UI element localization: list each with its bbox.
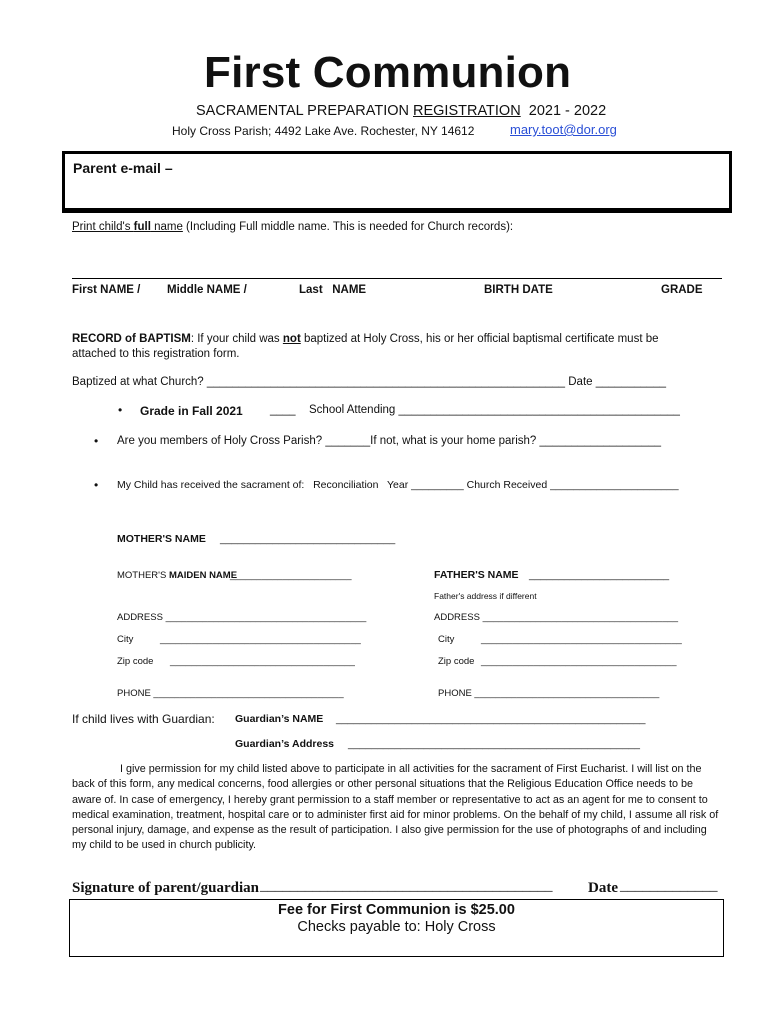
mother-zip-field[interactable]: ___________________________________ bbox=[170, 656, 355, 667]
school-attending-field[interactable]: School Attending ____________________________________________ bbox=[309, 404, 680, 416]
baptism-not: not bbox=[282, 333, 301, 345]
grade-fall-label: Grade in Fall 2021 bbox=[140, 404, 243, 418]
parent-email-box[interactable] bbox=[62, 151, 732, 213]
baptism-record-text bbox=[72, 333, 659, 345]
instruction-full: full bbox=[133, 221, 151, 233]
signature-field[interactable]: _______________________________________ bbox=[260, 878, 553, 894]
permission-paragraph: I give permission for my child listed above to participate in all activities for the sacrament of First Eucharist. I will list on the back of this form, any medical concerns, food allergies or other personal situations that the Religious Education Office needs to be aware of. In case of emergency, I hereby grant permission to a staff member or representative to act as an agent for me to consent to medical examination, treatment, hospital care or to administer first aid for minor problems. On the behalf of my child, I assume all risk of personal injury, damage, and expense as the result of participation. I also give permission for the use of photographs of and including my child to be used in church publicity. bbox=[72, 763, 719, 852]
fee-amount: Fee for First Communion is $25.00 bbox=[278, 902, 515, 918]
maiden-prefix: MOTHER'S bbox=[117, 570, 169, 581]
bullet-icon: • bbox=[94, 478, 99, 492]
child-name-line[interactable] bbox=[72, 278, 722, 279]
baptism-text-3: attached to this registration form. bbox=[72, 348, 240, 360]
father-address-note: Father's address if different bbox=[434, 591, 537, 601]
father-city-field[interactable]: ______________________________________ bbox=[481, 634, 682, 645]
mother-name-field[interactable]: ______________________________ bbox=[220, 533, 396, 545]
father-zip-label: Zip code bbox=[438, 656, 475, 667]
bullet-icon: • bbox=[118, 403, 123, 417]
baptism-text-2: baptized at Holy Cross, his or her official baptismal certificate must be bbox=[300, 333, 659, 345]
signature-label: Signature of parent/guardian bbox=[72, 880, 259, 896]
guardian-address-field[interactable]: __________________________________________________ bbox=[348, 738, 640, 750]
mother-name-label: MOTHER'S NAME bbox=[117, 533, 206, 545]
subtitle-registration: REGISTRATION bbox=[413, 103, 521, 119]
fee-box bbox=[69, 899, 724, 957]
sacrament-received-field[interactable]: My Child has received the sacrament of: Reconciliation Year _________ Church Received ______________________ bbox=[117, 479, 679, 491]
col-middle-name: Middle NAME / bbox=[167, 284, 247, 296]
father-name-field[interactable]: ________________________ bbox=[529, 569, 670, 581]
mother-phone-field[interactable]: PHONE ____________________________________ bbox=[117, 688, 344, 699]
baptized-church-field[interactable]: Baptized at what Church? ________________________________________________________ Date ___________ bbox=[72, 376, 667, 388]
father-zip-field[interactable]: _____________________________________ bbox=[481, 656, 677, 667]
guardian-name-field[interactable]: _____________________________________________________ bbox=[336, 713, 646, 725]
col-grade: GRADE bbox=[661, 284, 703, 296]
checks-payable: Checks payable to: Holy Cross bbox=[297, 919, 496, 935]
date-label: Date bbox=[588, 880, 618, 896]
instruction-name: name bbox=[150, 221, 183, 233]
child-name-instruction bbox=[72, 221, 513, 233]
mother-address-field[interactable]: ADDRESS ______________________________________ bbox=[117, 612, 367, 623]
parish-member-field[interactable]: Are you members of Holy Cross Parish? _______If not, what is your home parish? ___________________ bbox=[117, 435, 662, 447]
mother-city-field[interactable]: ______________________________________ bbox=[160, 634, 361, 645]
col-first-name: First NAME / bbox=[72, 284, 141, 296]
mother-city-label: City bbox=[117, 634, 134, 645]
col-birth-date: BIRTH DATE bbox=[484, 284, 553, 296]
instruction-print: Print child's bbox=[72, 221, 134, 233]
contact-email-link[interactable]: mary.toot@dor.org bbox=[510, 122, 617, 137]
grade-fall-field[interactable]: ____ bbox=[270, 404, 296, 416]
guardian-lead: If child lives with Guardian: bbox=[72, 712, 215, 726]
parent-email-label: Parent e-mail – bbox=[73, 160, 173, 176]
father-phone-field[interactable]: PHONE ___________________________________ bbox=[438, 688, 660, 699]
subtitle-years: 2021 - 2022 bbox=[528, 103, 607, 119]
col-last-name: Last NAME bbox=[299, 284, 367, 296]
date-field[interactable]: _____________ bbox=[620, 878, 718, 894]
baptism-text-1: : If your child was bbox=[190, 333, 283, 345]
guardian-name-label: Guardian’s NAME bbox=[235, 713, 324, 725]
subtitle bbox=[196, 103, 606, 119]
father-name-label: FATHER'S NAME bbox=[434, 569, 519, 581]
guardian-address-label: Guardian’s Address bbox=[235, 738, 335, 750]
father-address-field[interactable]: ADDRESS _____________________________________ bbox=[434, 612, 679, 623]
subtitle-prefix: SACRAMENTAL PREPARATION bbox=[196, 103, 413, 119]
maiden-bold: MAIDEN NAME bbox=[168, 570, 238, 581]
maiden-name-label bbox=[117, 570, 237, 581]
mother-zip-label: Zip code bbox=[117, 656, 154, 667]
maiden-name-field[interactable]: _______________________ bbox=[230, 570, 352, 581]
instruction-rest: (Including Full middle name. This is needed for Church records): bbox=[182, 221, 514, 233]
father-city-label: City bbox=[438, 634, 455, 645]
bullet-icon: • bbox=[94, 434, 99, 448]
parish-address: Holy Cross Parish; 4492 Lake Ave. Rochester, NY 14612 bbox=[172, 124, 475, 138]
baptism-label: RECORD of BAPTISM bbox=[72, 333, 191, 345]
page-title: First Communion bbox=[204, 48, 572, 97]
